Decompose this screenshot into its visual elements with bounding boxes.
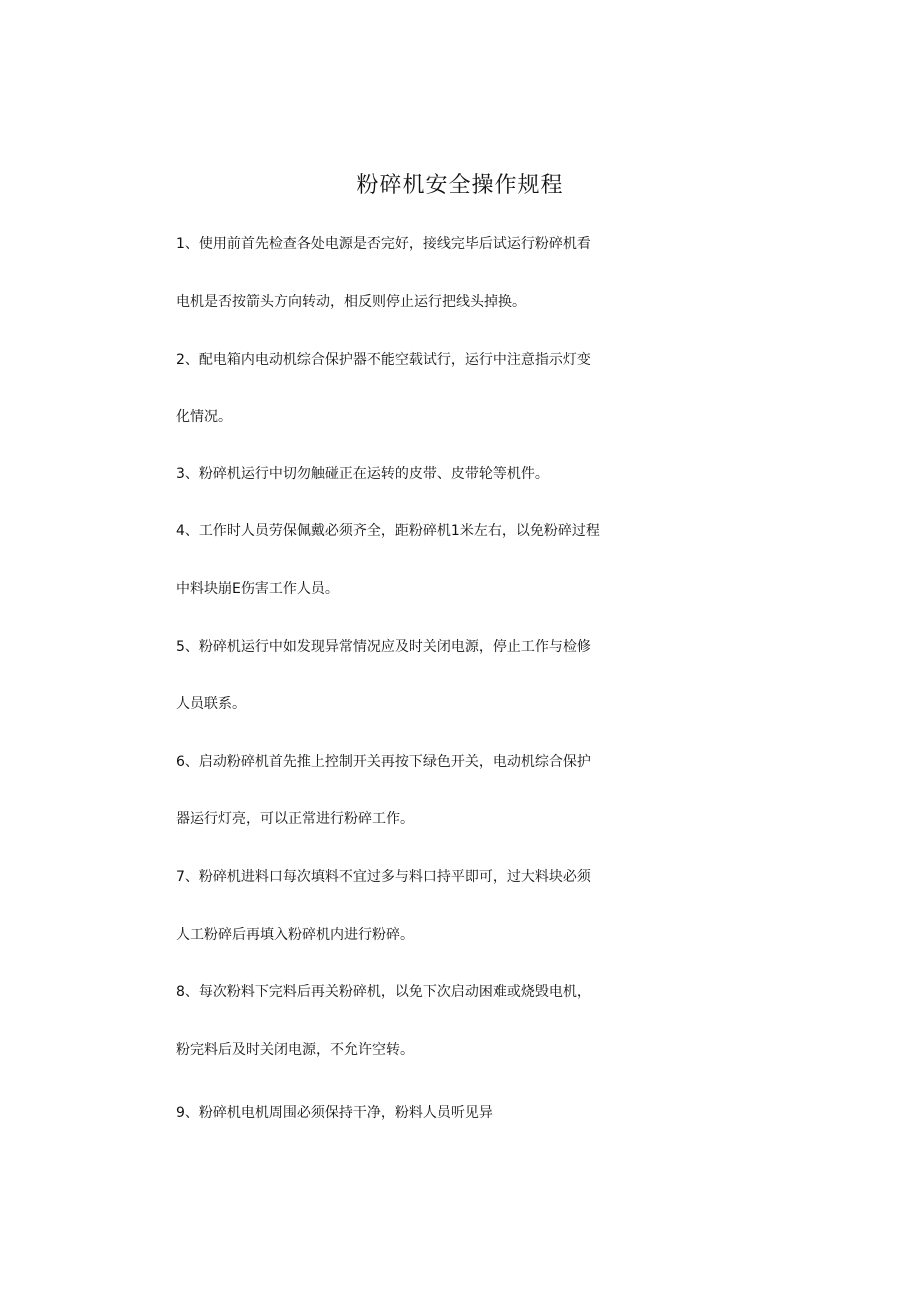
- text-line: 9、粉碎机电机周围必须保持干净，粉料人员听见异: [176, 1105, 493, 1121]
- text-line: 粉完料后及时关闭电源，不允许空转。: [176, 1042, 414, 1058]
- text-line: 人员联系。: [176, 696, 246, 712]
- text-line: 人工粉碎后再填入粉碎机内进行粉碎。: [176, 927, 414, 943]
- text-line: 电机是否按箭头方向转动，相反则停止运行把线头掉换。: [176, 294, 526, 310]
- text-line: 中料块崩E伤害工作人员。: [176, 581, 339, 597]
- text-line: 3、粉碎机运行中切勿触碰正在运转的皮带、皮带轮等机件。: [176, 466, 549, 482]
- text-line: 器运行灯亮，可以正常进行粉碎工作。: [176, 811, 414, 827]
- document-title: 粉碎机安全操作规程: [356, 173, 564, 198]
- text-line: 8、每次粉料下完料后再关粉碎机，以免下次启动困难或烧毁电机，: [176, 984, 591, 1000]
- text-line: 7、粉碎机进料口每次填料不宜过多与料口持平即可，过大料块必须: [176, 869, 591, 885]
- text-line: 1、使用前首先检查各处电源是否完好，接线完毕后试运行粉碎机看: [176, 236, 591, 252]
- text-line: 4、工作时人员劳保佩戴必须齐全，距粉碎机1米左右，以免粉碎过程: [176, 523, 600, 539]
- text-line: 5、粉碎机运行中如发现异常情况应及时关闭电源，停止工作与检修: [176, 639, 591, 655]
- text-line: 化情况。: [176, 409, 232, 425]
- text-line: 2、配电箱内电动机综合保护器不能空载试行，运行中注意指示灯变: [176, 352, 591, 368]
- text-line: 6、启动粉碎机首先推上控制开关再按下绿色开关，电动机综合保护: [176, 754, 591, 770]
